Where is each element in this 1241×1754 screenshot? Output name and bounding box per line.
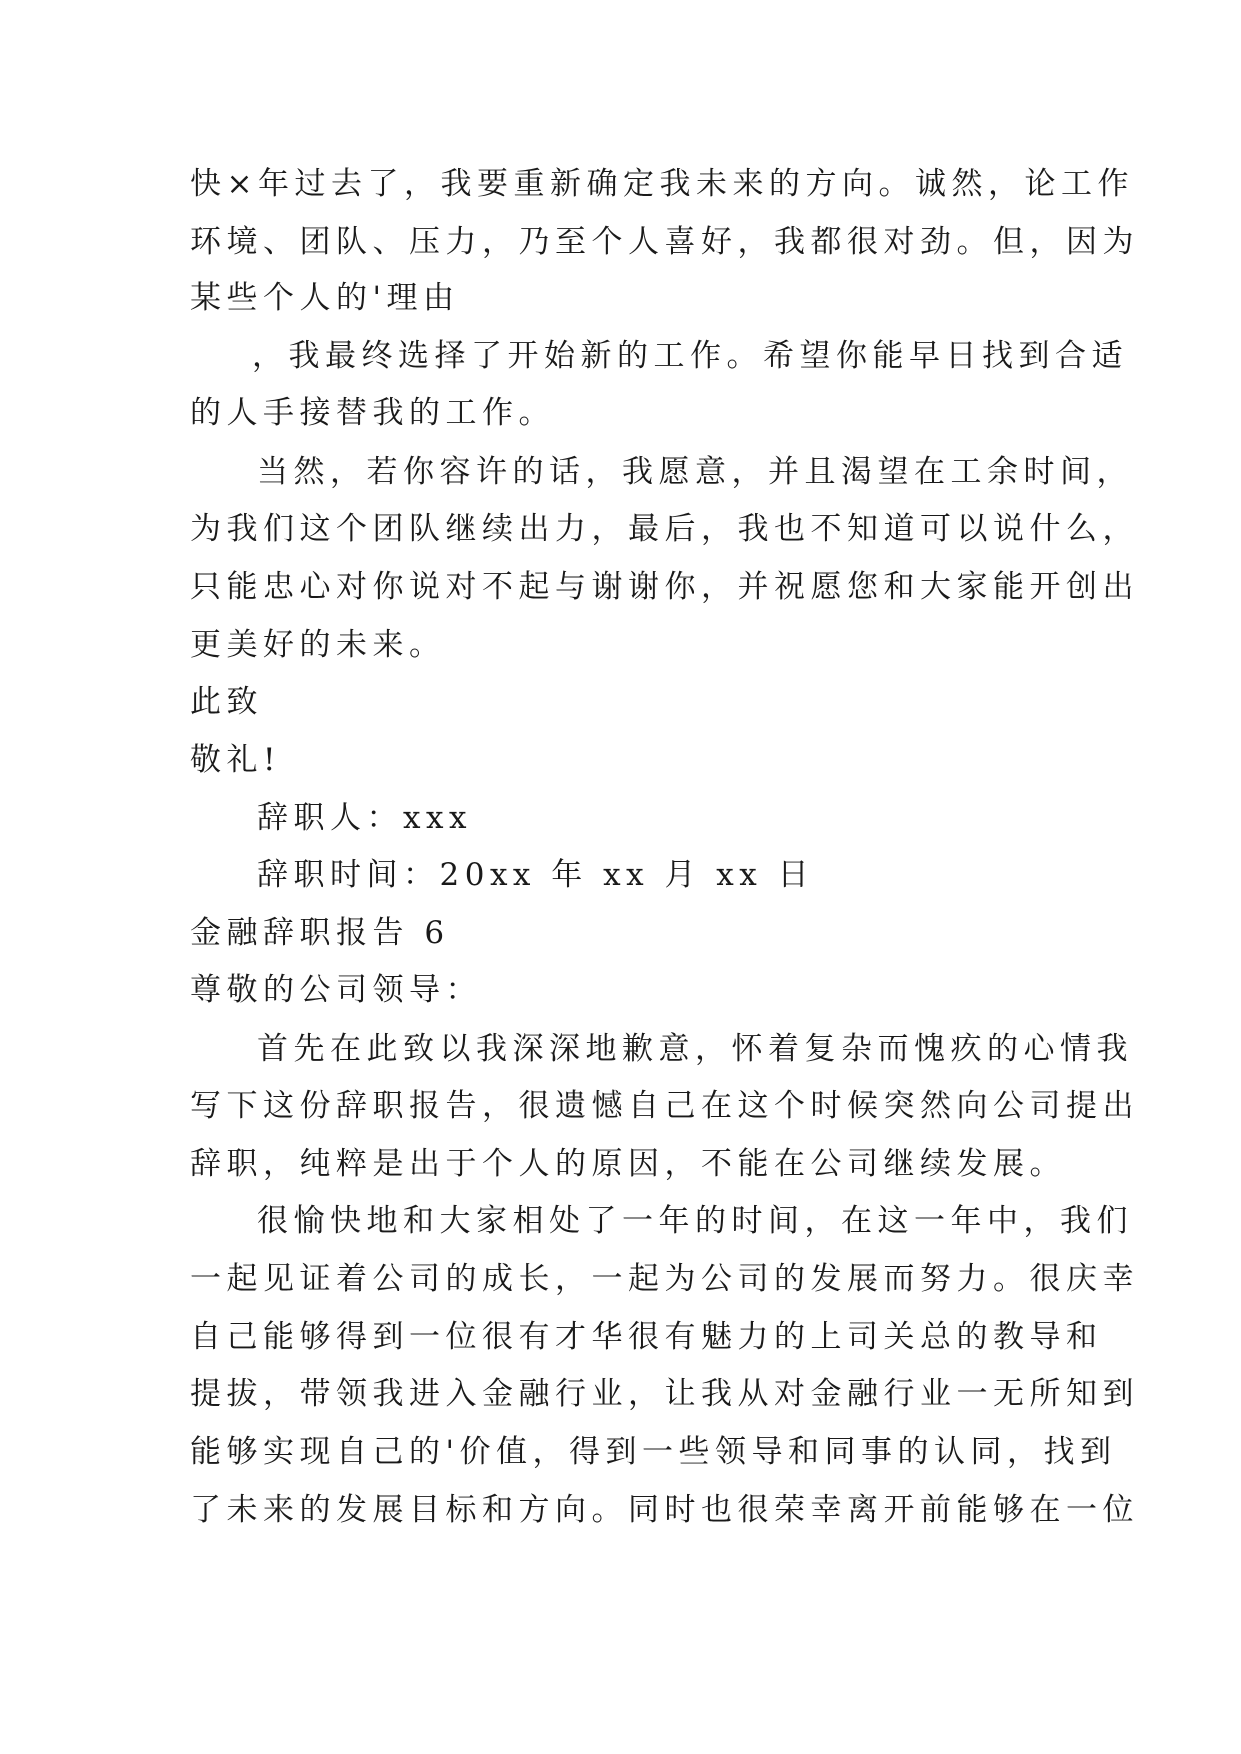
section-title: 金融辞职报告 6 <box>190 915 450 951</box>
text-line: 一起见证着公司的成长，一起为公司的发展而努力。很庆幸 <box>190 1261 1139 1297</box>
closing-salutation: 此致 <box>190 684 263 720</box>
text-line: 快×年过去了，我要重新确定我未来的方向。诚然，论工作 <box>190 166 1134 202</box>
text-line: 很愉快地和大家相处了一年的时间，在这一年中，我们 <box>257 1203 1133 1239</box>
resigner-name: 辞职人：xxx <box>257 800 472 836</box>
closing-regards: 敬礼! <box>190 742 281 778</box>
text-line: 当然，若你容许的话，我愿意，并且渴望在工余时间， <box>257 454 1133 490</box>
resignation-date: 辞职时间：20xx 年 xx 月 xx 日 <box>257 857 815 893</box>
text-line: 了未来的发展目标和方向。同时也很荣幸离开前能够在一位 <box>190 1492 1139 1528</box>
text-line: ，我最终选择了开始新的工作。希望你能早日找到合适 <box>252 338 1128 374</box>
text-line: 为我们这个团队继续出力，最后，我也不知道可以说什么， <box>190 511 1139 547</box>
text-line: 某些个人的'理由 <box>190 280 460 316</box>
text-line: 的人手接替我的工作。 <box>190 395 555 431</box>
text-line: 提拔，带领我进入金融行业，让我从对金融行业一无所知到 <box>190 1376 1139 1412</box>
text-line: 首先在此致以我深深地歉意，怀着复杂而愧疚的心情我 <box>257 1031 1133 1067</box>
text-line: 只能忠心对你说对不起与谢谢你，并祝愿您和大家能开创出 <box>190 569 1139 605</box>
text-line: 写下这份辞职报告，很遗憾自己在这个时候突然向公司提出 <box>190 1088 1139 1124</box>
text-line: 环境、团队、压力，乃至个人喜好，我都很对劲。但，因为 <box>190 224 1139 260</box>
text-line: 能够实现自己的'价值，得到一些领导和同事的认同，找到 <box>190 1434 1117 1470</box>
text-line: 自己能够得到一位很有才华很有魅力的上司关总的教导和 <box>190 1319 1103 1355</box>
text-line: 更美好的未来。 <box>190 627 446 663</box>
salutation: 尊敬的公司领导： <box>190 972 482 1008</box>
text-line: 辞职，纯粹是出于个人的原因，不能在公司继续发展。 <box>190 1146 1066 1182</box>
